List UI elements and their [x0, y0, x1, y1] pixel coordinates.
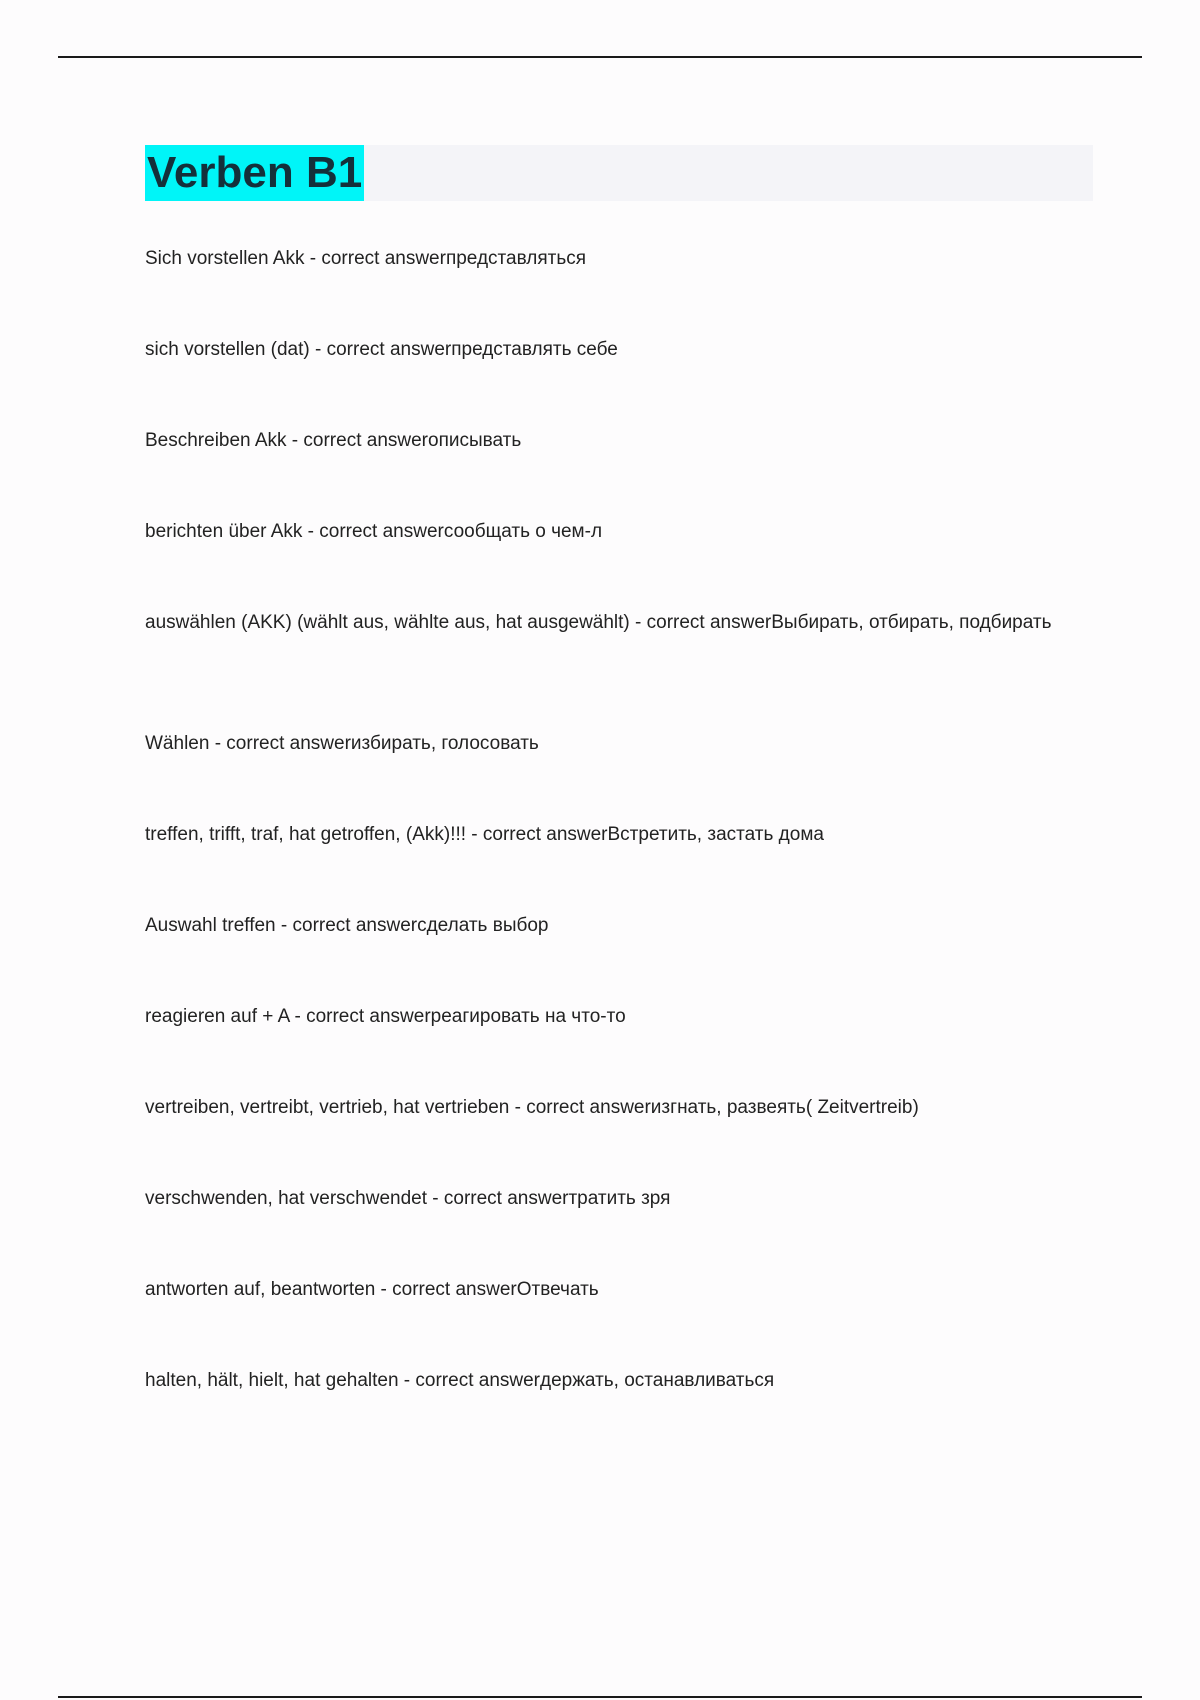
vocabulary-entry: Auswahl treffen - correct answerсделать выбор	[145, 915, 549, 936]
vocabulary-entry: treffen, trifft, traf, hat getroffen, (Akk)!!! - correct answerВстретить, застать дома	[145, 824, 824, 845]
vocabulary-entry: halten, hält, hielt, hat gehalten - correct answerдержать, останавливаться	[145, 1370, 775, 1391]
vocabulary-entry: sich vorstellen (dat) - correct answerпредставлять себе	[145, 339, 618, 360]
vocabulary-entry: antworten auf, beantworten - correct answerОтвечать	[145, 1279, 599, 1300]
bottom-rule	[58, 1696, 1142, 1698]
vocabulary-entry: vertreiben, vertreibt, vertrieb, hat vertrieben - correct answerизгнать, развеять( Zeitvertreib)	[145, 1097, 919, 1118]
vocabulary-entry: verschwenden, hat verschwendet - correct answerтратить зря	[145, 1188, 671, 1209]
vocabulary-entry: berichten über Akk - correct answerсообщать о чем-л	[145, 521, 603, 542]
vocabulary-entry: Beschreiben Akk - correct answerописывать	[145, 430, 522, 451]
vocabulary-entry: reagieren auf + A - correct answerреагировать на что-то	[145, 1006, 626, 1027]
top-rule	[58, 56, 1142, 58]
vocabulary-entry: auswählen (AKK) (wählt aus, wählte aus, hat ausgewählt) - correct answerВыбирать, отбирать, подбирать	[145, 612, 1052, 633]
page-title: Verben B1	[145, 145, 364, 201]
vocabulary-entry: Wählen - correct answerизбирать, голосовать	[145, 733, 539, 754]
vocabulary-entry: Sich vorstellen Akk - correct answerпредставляться	[145, 248, 587, 269]
